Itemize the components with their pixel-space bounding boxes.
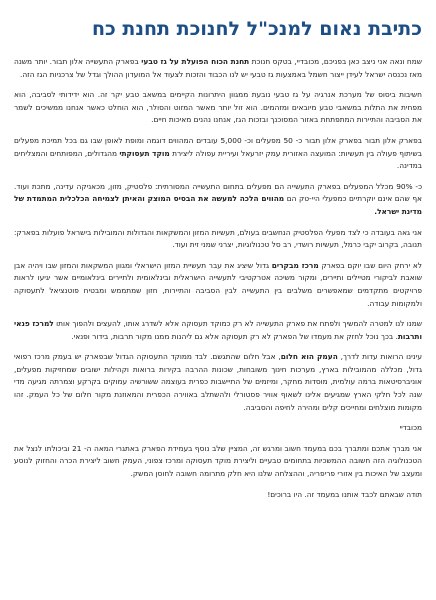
- paragraph: [14, 181, 422, 219]
- paragraph-text: שמנו לנו למטרה להמשיך ולפתח את פארק התעשייה לא רק כמוקד תעסוקה אלא לשדרג אותו, להעצים ולהפוך אותו: [53, 319, 422, 329]
- paragraph: [14, 89, 422, 127]
- page-title: כתיבת נאום למנכ"ל לחנוכת תחנת כח: [91, 18, 422, 40]
- paragraph-text: אני מברך אתכם ומתברך בכם במעמד חשוב ומרגש זה, המציין שלב נוסף בעמידת הפארק באתגרי המאה ה- 21 וביכולתו לנצל את הטכנולוגיה הזה חשובה ההמשכיות בתחומים טבעיים וליצירת מוקד תעסוקה ומרכז צפוני, העמק חשוב ליצירת הכרה והחזוק לנוסע ומעצב של האיכות בין אזורי פריפריה, וההצלחה שלנו היא חלק מתרומה חשובה לחוסן המשק.: [14, 443, 423, 479]
- emphasis-text: מוקד תעסוקתי: [119, 148, 170, 158]
- paragraph-text: לא ירחק היום שבו יוקם בפארק: [318, 260, 422, 270]
- paragraph-text: אני גאה בעובדה כי לצד מפעלי הפלסטיק הנחשבים בעולם, תעשיות המזון והמשקאות והגדולות והמובילות בישראל פועלות בפארק: תנובה, בקרוב יקבי כרמל, תעשיות רושדי, רב סל טכנולוגיות, יצרני שמני זית ועוד.: [14, 227, 422, 250]
- paragraph-text: , אבל חלום שהתגשם. לבד ממוקד התעסוקה הגדול שבפארק יש בעמק מרכז רפואי גדול, מכללה מהמובילות בארץ, מערכות חינוך משובחות, שכונות ההרבה בקירות ברואות וקהילות ישובים שמחזיקות מפעלים, אוניברסיטאות ברמה עולמית, מוסדות מחקר, ומיזמים של התיישבות כפרית בעוצמה ששורשיה עמוקים בקרקע וצמרתה מגיעה מדי שנה לכל חלקי הארץ שמגיעים אלינו לשאוף אוויר פסטורלי ולהשתלב באווירה הכפרית והמאוזנת מקור חלום של כל העמק. זהו מקומות מוצלחים ומחייכים קלים ומהירה לחיפה והסביבה.: [14, 352, 422, 412]
- document-body: [14, 56, 422, 501]
- paragraph-text: בפארק אלון תבור בפארק אלון תבור כ- 50 מפעלים וכ- 5,000 עובדים המהווים דוגמה ומופת לאופן שבו גם בכל תמיכת מפעלים בשיתוף פעולה בין תעשיות: המועצה האזורית עמק יזרעאל ועיריית עפולה ליצירת: [14, 135, 422, 158]
- paragraph-text: מהגדולים, המפותחים והמצליחים במדינה.: [14, 148, 422, 171]
- paragraph-text: כ- 90% מכלל המפעלים בפארק התעשייה הם מפעלים בתחום התעשייה המסורתית: פלסטיק, מזון, מכאניקה עדינה, מתכת ועוד. אף שהם אינם יוקרתיים כמפעלי היי-טק הם: [14, 181, 422, 204]
- emphasis-text: למרכז פנאי ותרבות: [14, 319, 422, 341]
- paragraph: [14, 135, 422, 173]
- emphasis-text: מהווים הלכה למעשה את הבסיס המוצק והאיתן לצמיחה הכלכלית המתמדת של מדינת ישראל.: [14, 194, 422, 216]
- paragraph-text: תודה שבאתם לכבד אותנו במעמד זה. היו ברוכים!: [267, 489, 422, 499]
- paragraph: [14, 443, 422, 481]
- paragraph: [14, 351, 422, 414]
- paragraph: [14, 422, 422, 435]
- paragraph-text: גדול שיציג את עבר תעשיית המזון הישראלי ומגוון המשקאות והמזון שבו ויהיה אבן שואבת לביקורי מטיילים ותיירים, ומקור משיכה אטרקטיבי לתעשייה הישראלית ובינלאומית ולתיירים בינלאומיים אשר יגיעו לראות פרויקטים מתקדמים שמאפשרים משלבים בין התעשייה לבין הסביבה והתיירות, חזון שמתממש ומבטיח פוטנציאל לתעסוקה ולמקומות עבודה.: [14, 260, 422, 308]
- paragraph: [14, 318, 422, 343]
- paragraph: [14, 489, 422, 502]
- emphasis-text: תחנת הכוח הפועלת על גז טבעי: [141, 57, 250, 66]
- paragraph: [14, 56, 422, 81]
- paragraph-text: שמח ונאה אני ניצב כאן בפניכם, מכובדיי, בטקס חנוכת: [249, 57, 423, 66]
- paragraph-text: . בכך נוכל לחזק את מעמדו של הפארק לא רק תעסוקה אלא גם ליהנות ממנו מקור תרבות, בידור ופנאי.: [71, 331, 398, 341]
- emphasis-text: העמק הוא חלום: [280, 352, 338, 362]
- emphasis-text: מרכז מבקרים: [271, 260, 319, 270]
- paragraph: [14, 227, 422, 252]
- paragraph-text: מכובדיי: [399, 423, 422, 433]
- paragraph-text: עינינו הרואות עדות לדרך,: [337, 352, 422, 362]
- paragraph-text: חשיבות ביסוס של מערכת אנרגיה על גז טבעי נובעת ממגוון היתרונות הקיימים במשאב טבע יקר זה. הוא ידידותי לסביבה, הוא מפחית את התלות במשאבי טבע מיובאים ומזהמים. הוא זול יותר מאשר המזוט והסולר, הוא הוחלט כאשר אנחנו ממשיכים לשמר את הסביבה והתיירות המתפתחת באזור המסוכנך ובזכות הגז, אנחנו נהנים מאיכות חיים.: [14, 90, 422, 125]
- paragraph: [14, 260, 422, 310]
- paragraph-text: בפארק התעשייה אלון תבור. יותר משנה מאז נכנסה ישראל לעידן ייצור חשמל באמצעות גז טבעי יש לנו הכבוד והזכות לצעוד אל המועדון ההולך וגדל של צרכניות הגז הזה.: [14, 57, 422, 79]
